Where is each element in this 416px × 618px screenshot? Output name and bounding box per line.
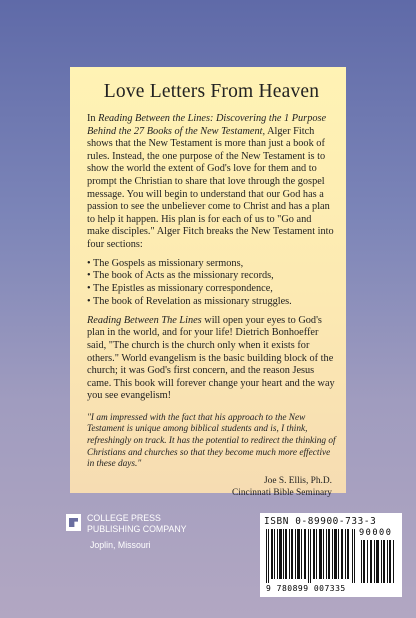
intro-paragraph: In Reading Between the Lines: Discovering the 1 Purpose Behind the 27 Books of the New Testament, Alger Fitch shows that the New Testament is more than just a book of rules. Instead, the one purpose of the New Testament is to show the world the extent of God's love for them and to prompt the Christian to share that love through the gospel message. You will begin to understand that our God has a passion to see the unbeliever come to Christ and has a plan to help it happen. His plan is for each of us to "Go and make disciples." Alger Fitch breaks the New Testament into four sections: [87,113,334,250]
publisher-logo-icon [66,514,81,531]
price-code: 90000 [359,528,393,538]
list-item: • The Epistles as missionary correspondence, [87,283,273,295]
endorser-affiliation: Cincinnati Bible Seminary [232,487,332,498]
sections-list [87,258,336,309]
publisher-name-line1: COLLEGE PRESS [87,513,161,523]
endorsement-quote: "I am impressed with the fact that his approach to the New Testament is unique among biblical students and is, I think, refreshingly on track. It has the potential to redirect the thinking of Christians and churches so that they become much more effective in these days." [87,412,336,470]
list-item: • The book of Revelation as missionary struggles. [87,295,292,307]
list-item: • The book of Acts as the missionary records, [87,270,274,282]
book-title-italic: Reading Between The Lines [87,314,202,326]
publisher-name-line2: PUBLISHING COMPANY [87,523,187,534]
barcode-icon [266,529,356,583]
list-item: • The Gospels as missionary sermons, [87,257,244,269]
isbn-text: ISBN 0-89900-733-3 [264,516,377,527]
supplement-barcode-icon [361,540,395,583]
endorser-name: Joe S. Ellis, Ph.D. [264,475,332,486]
publisher-city: Joplin, Missouri [90,540,151,550]
endorsement-attribution [87,476,336,500]
second-paragraph: Reading Between The Lines will open your eyes to God's plan in the world, and for your life! Dietrich Bonhoeffer said, "The church is the church only when it exists for others." World evangelism is the basic building block of the church; it was God's first concern, and the reason Jesus came. This book will forever change your heart and the way you see evangelism! [87,314,335,402]
book-title-italic: Reading Between the Lines: Discovering the 1 Purpose Behind the 27 Books of the New Testament, [87,113,327,137]
ean-number: 9 780899 007335 [266,584,346,593]
back-cover-panel [70,67,346,498]
barcode-box [260,513,402,597]
cover-title: Love Letters From Heaven [103,81,320,102]
